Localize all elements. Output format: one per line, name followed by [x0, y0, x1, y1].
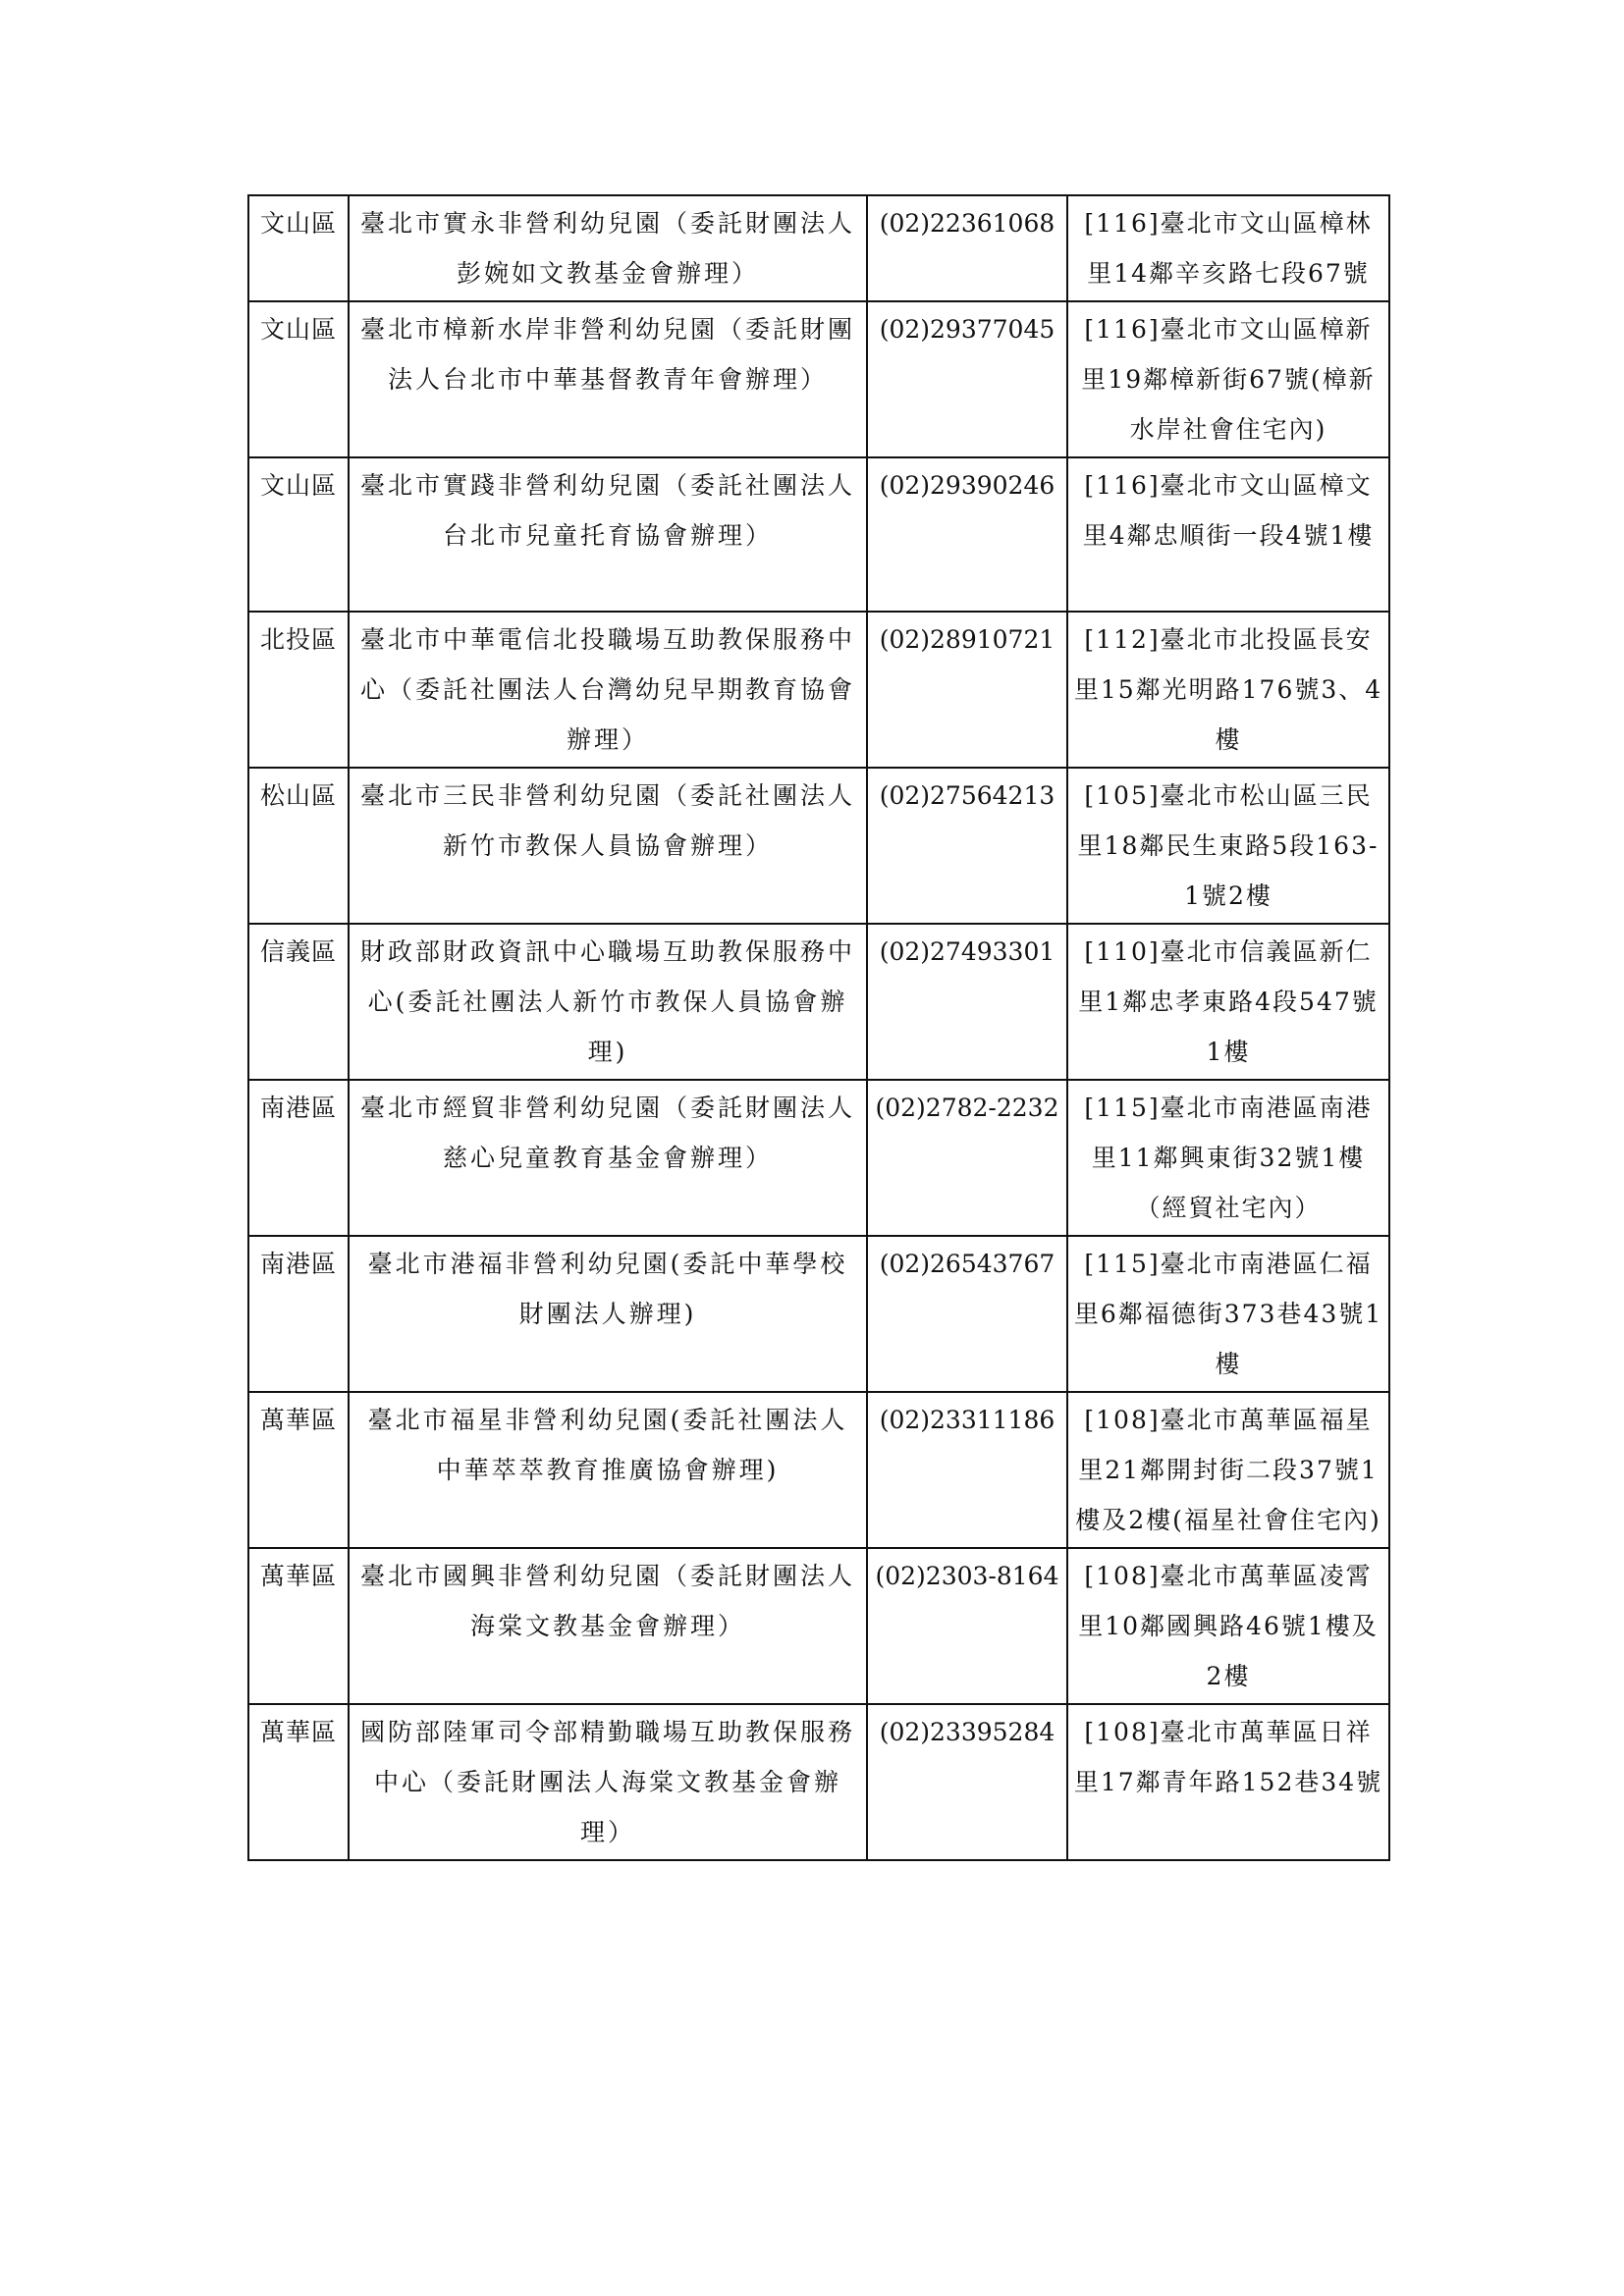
- institution-name-cell: 臺北市實永非營利幼兒園（委託財團法人彭婉如文教基金會辦理）: [349, 195, 867, 301]
- address-cell: [115]臺北市南港區仁福里6鄰福德街373巷43號1樓: [1067, 1236, 1389, 1392]
- address-cell: [105]臺北市松山區三民里18鄰民生東路5段163-1號2樓: [1067, 768, 1389, 924]
- district-cell: 萬華區: [248, 1548, 349, 1704]
- phone-cell: (02)22361068: [867, 195, 1067, 301]
- address-cell: [108]臺北市萬華區日祥里17鄰青年路152巷34號: [1067, 1704, 1389, 1860]
- phone-cell: (02)28910721: [867, 612, 1067, 768]
- phone-cell: (02)23311186: [867, 1392, 1067, 1548]
- institution-name-cell: 國防部陸軍司令部精勤職場互助教保服務中心（委託財團法人海棠文教基金會辦理）: [349, 1704, 867, 1860]
- address-cell: [108]臺北市萬華區福星里21鄰開封街二段37號1樓及2樓(福星社會住宅內): [1067, 1392, 1389, 1548]
- address-cell: [108]臺北市萬華區凌霄里10鄰國興路46號1樓及2樓: [1067, 1548, 1389, 1704]
- phone-cell: (02)26543767: [867, 1236, 1067, 1392]
- table-row: [248, 924, 1389, 1080]
- institution-name-cell: 臺北市樟新水岸非營利幼兒園（委託財團法人台北市中華基督教青年會辦理）: [349, 301, 867, 457]
- phone-cell: (02)23395284: [867, 1704, 1067, 1860]
- phone-cell: (02)27493301: [867, 924, 1067, 1080]
- table-row: [248, 195, 1389, 301]
- phone-cell: (02)29390246: [867, 457, 1067, 612]
- institution-name-cell: 臺北市三民非營利幼兒園（委託社團法人新竹市教保人員協會辦理）: [349, 768, 867, 924]
- district-cell: 文山區: [248, 301, 349, 457]
- address-cell: [115]臺北市南港區南港里11鄰興東街32號1樓（經貿社宅內）: [1067, 1080, 1389, 1236]
- address-cell: [110]臺北市信義區新仁里1鄰忠孝東路4段547號1樓: [1067, 924, 1389, 1080]
- district-cell: 南港區: [248, 1236, 349, 1392]
- table-row: [248, 1704, 1389, 1860]
- district-cell: 萬華區: [248, 1392, 349, 1548]
- institution-name-cell: 臺北市港福非營利幼兒園(委託中華學校財團法人辦理): [349, 1236, 867, 1392]
- address-cell: [116]臺北市文山區樟林里14鄰辛亥路七段67號: [1067, 195, 1389, 301]
- address-cell: [116]臺北市文山區樟新里19鄰樟新街67號(樟新水岸社會住宅內): [1067, 301, 1389, 457]
- institution-name-cell: 臺北市實踐非營利幼兒園（委託社團法人台北市兒童托育協會辦理）: [349, 457, 867, 612]
- district-cell: 松山區: [248, 768, 349, 924]
- district-cell: 信義區: [248, 924, 349, 1080]
- district-cell: 萬華區: [248, 1704, 349, 1860]
- table-row: [248, 1392, 1389, 1548]
- table-row: [248, 301, 1389, 457]
- institution-name-cell: 臺北市國興非營利幼兒園（委託財團法人海棠文教基金會辦理）: [349, 1548, 867, 1704]
- table-row: [248, 612, 1389, 768]
- table-row: [248, 457, 1389, 612]
- institution-name-cell: 臺北市福星非營利幼兒園(委託社團法人中華萃萃教育推廣協會辦理): [349, 1392, 867, 1548]
- kindergarten-table: [247, 194, 1390, 1861]
- district-cell: 文山區: [248, 195, 349, 301]
- district-cell: 文山區: [248, 457, 349, 612]
- phone-cell: (02)2782-2232: [867, 1080, 1067, 1236]
- institution-name-cell: 財政部財政資訊中心職場互助教保服務中心(委託社團法人新竹市教保人員協會辦理): [349, 924, 867, 1080]
- phone-cell: (02)27564213: [867, 768, 1067, 924]
- table-row: [248, 1080, 1389, 1236]
- district-cell: 北投區: [248, 612, 349, 768]
- phone-cell: (02)29377045: [867, 301, 1067, 457]
- institution-name-cell: 臺北市中華電信北投職場互助教保服務中心（委託社團法人台灣幼兒早期教育協會辦理）: [349, 612, 867, 768]
- phone-cell: (02)2303-8164: [867, 1548, 1067, 1704]
- table-row: [248, 768, 1389, 924]
- institution-name-cell: 臺北市經貿非營利幼兒園（委託財團法人慈心兒童教育基金會辦理）: [349, 1080, 867, 1236]
- table-row: [248, 1548, 1389, 1704]
- district-cell: 南港區: [248, 1080, 349, 1236]
- table-row: [248, 1236, 1389, 1392]
- address-cell: [112]臺北市北投區長安里15鄰光明路176號3、4樓: [1067, 612, 1389, 768]
- address-cell: [116]臺北市文山區樟文里4鄰忠順街一段4號1樓: [1067, 457, 1389, 612]
